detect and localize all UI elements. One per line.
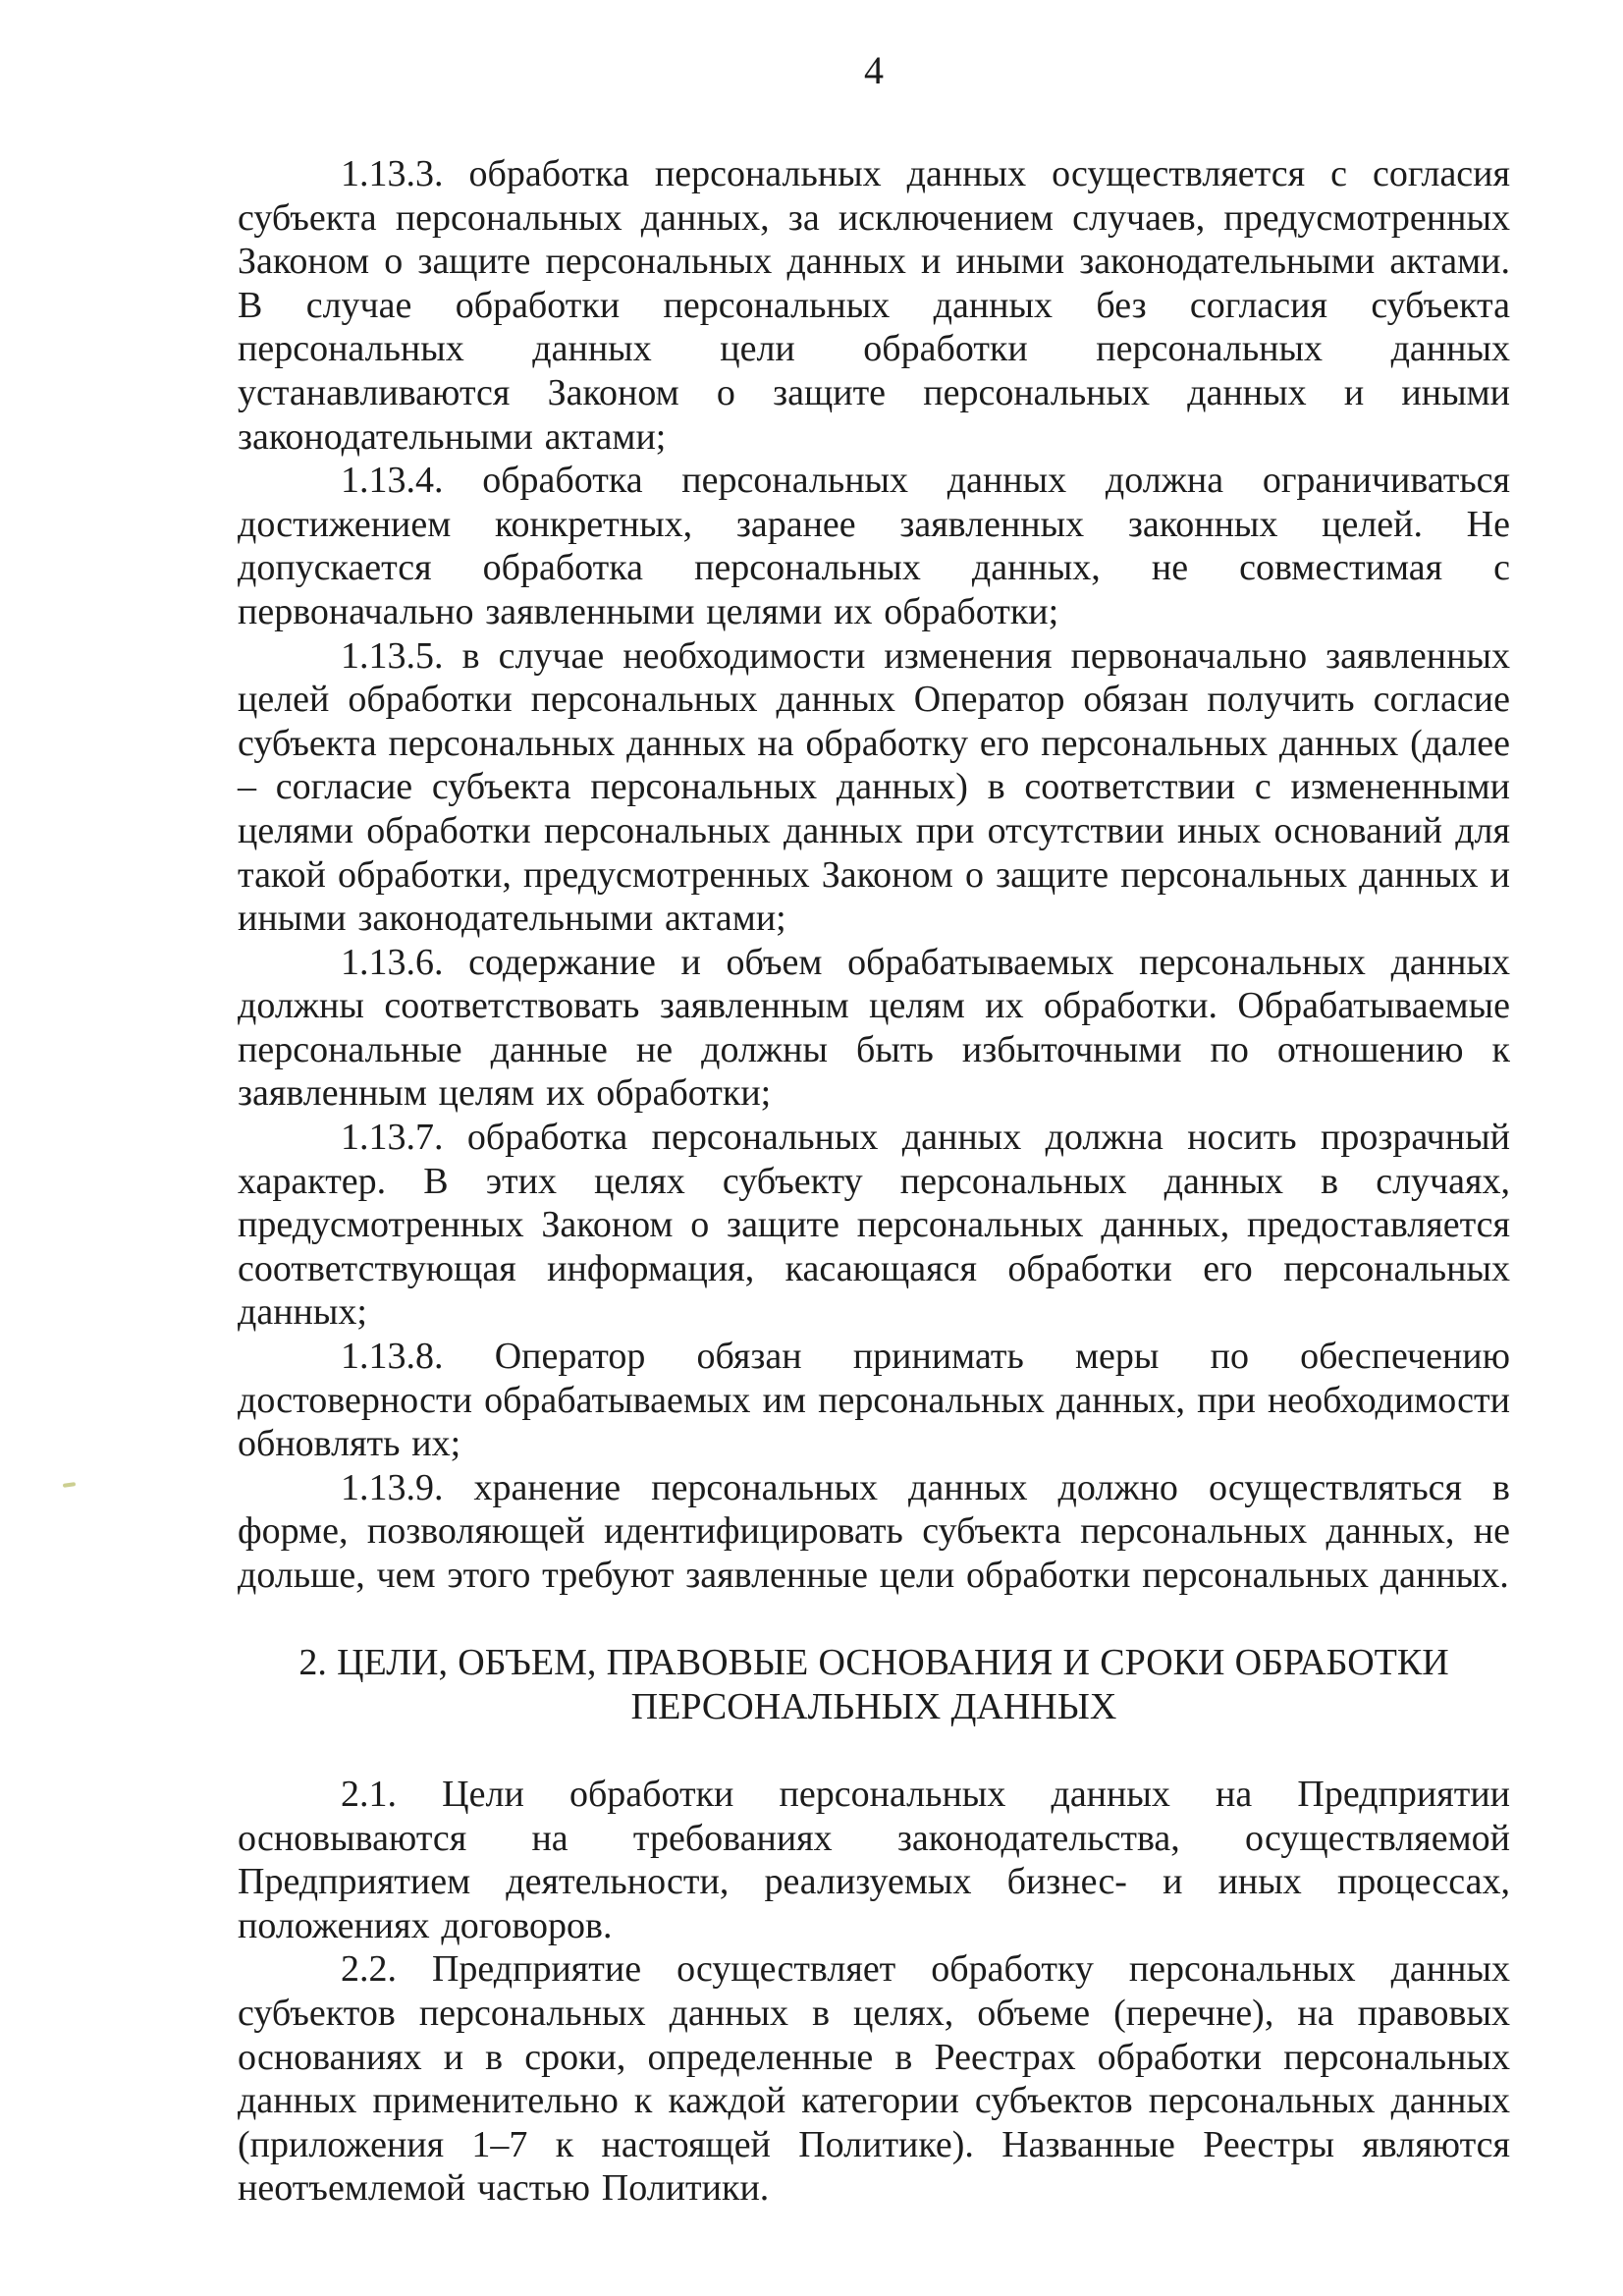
paragraph-2-2: 2.2. Предприятие осуществляет обработку персональных данных субъектов персональных данных в целях, объеме (перечне), на правовых основаниях и в сроки, определенные в Реестрах обработки персональных данных применительно к каждой категории субъектов персональных данных (приложения 1–7 к настоящей Политике). Названные Реестры являются неотъемлемой частью Политики. (238, 1948, 1510, 2210)
section-2-heading: 2. ЦЕЛИ, ОБЪЕМ, ПРАВОВЫЕ ОСНОВАНИЯ И СРОКИ ОБРАБОТКИ ПЕРСОНАЛЬНЫХ ДАННЫХ (298, 1642, 1449, 1727)
paragraph-1-13-6: 1.13.6. содержание и объем обрабатываемых персональных данных должны соответствовать заявленным целям их обработки. Обрабатываемые персональные данные не должны быть избыточными по отношению к заявленным целям их обработки; (238, 941, 1510, 1115)
paragraph-1-13-9: 1.13.9. хранение персональных данных должно осуществляться в форме, позволяющей идентифицировать субъекта персональных данных, не дольше, чем этого требуют заявленные цели обработки персональных данных. (238, 1466, 1510, 1596)
paragraph-1-13-3: 1.13.3. обработка персональных данных осуществляется с согласия субъекта персональных данных, за исключением случаев, предусмотренных Законом о защите персональных данных и иными законодательными актами. В случае обработки персональных данных без согласия субъекта персональных данных цели обработки персональных данных устанавливаются Законом о защите персональных данных и иными законодательными актами; (238, 153, 1510, 458)
paragraph-1-13-7: 1.13.7. обработка персональных данных должна носить прозрачный характер. В этих целях субъекту персональных данных в случаях, предусмотренных Законом о защите персональных данных, предоставляется соответствующая информация, касающаяся обработки его персональных данных; (238, 1117, 1510, 1334)
document-body (238, 152, 1510, 2211)
page-number: 4 (864, 48, 884, 92)
paragraph-2-1: 2.1. Цели обработки персональных данных на Предприятии основываются на требованиях законодательства, осуществляемой Предприятием деятельности, реализуемых бизнес- и иных процессах, положениях договоров. (238, 1773, 1510, 1946)
paragraph-1-13-5: 1.13.5. в случае необходимости изменения первоначально заявленных целей обработки персональных данных Оператор обязан получить согласие субъекта персональных данных на обработку его персональных данных (далее – согласие субъекта персональных данных) в соответствии с измененными целями обработки персональных данных при отсутствии иных оснований для такой обработки, предусмотренных Законом о защите персональных данных и иными законодательными актами; (238, 634, 1510, 940)
paragraph-1-13-4: 1.13.4. обработка персональных данных должна ограничиваться достижением конкретных, заранее заявленных законных целей. Не допускается обработка персональных данных, не совместимая с первоначально заявленными целями их обработки; (238, 460, 1510, 632)
scan-artifact-mark (63, 1482, 76, 1488)
paragraph-1-13-8: 1.13.8. Оператор обязан принимать меры по обеспечению достоверности обрабатываемых им персональных данных, при необходимости обновлять их; (238, 1336, 1510, 1465)
